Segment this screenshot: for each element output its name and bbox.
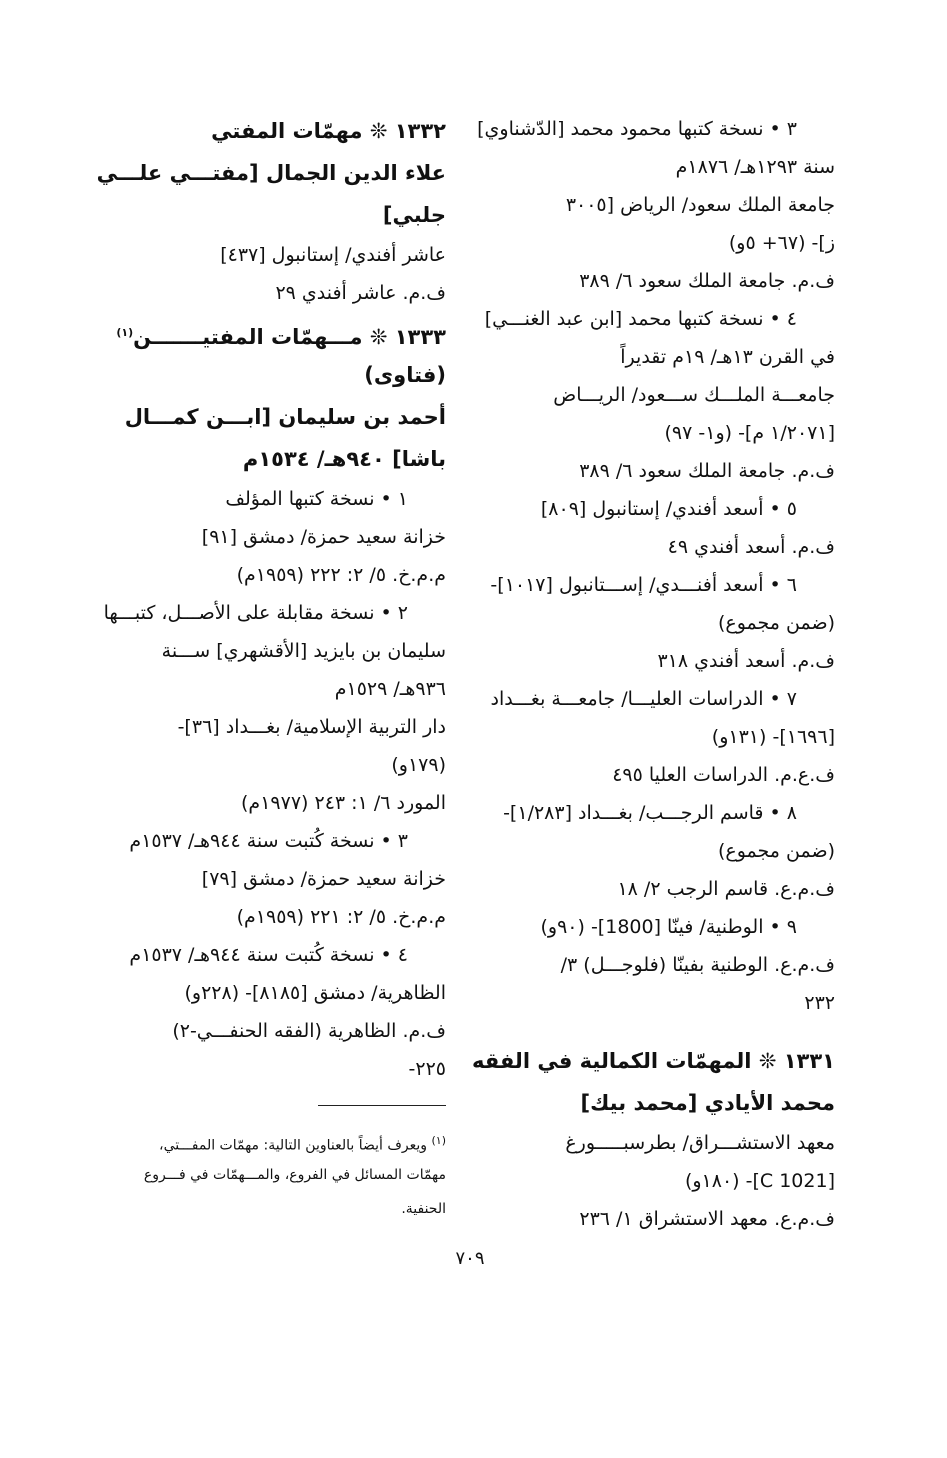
text-line: ٩ • الوطنية/ فينّا [1800]- (٩٠و) bbox=[540, 916, 797, 938]
text-line: ٤ • نسخة كتبها محمد [ابن عبد الغنـــي] bbox=[484, 308, 797, 330]
text-line: ف.م.ع. معهد الاستشراق ١/ ٢٣٦ bbox=[579, 1208, 835, 1230]
page-number: ٧٠٩ bbox=[455, 1248, 485, 1269]
text-line: ف.م. الظاهرية (الفقه الحنفـــي-٢) bbox=[172, 1020, 446, 1042]
text-line: سليمان بن بايزيد [الأقشهري] ســـنة bbox=[161, 640, 446, 662]
text-line: [١٦٩٦]- (١٣١و) bbox=[711, 726, 835, 748]
text-line: [١/٢٠٧١ م]- (و١- ٩٧) bbox=[664, 422, 835, 444]
text-line: ٧ • الدراسات العليـــا/ جامعـــة بغـــداد bbox=[490, 688, 797, 710]
right-column bbox=[471, 110, 835, 1238]
text-line: ف.م.ع. قاسم الرجب ٢/ ١٨ bbox=[617, 878, 835, 900]
text-line: الظاهرية/ دمشق [٨١٨٥]- (٢٢٨و) bbox=[184, 982, 446, 1004]
entry-subtitle-1333: (فتاوى) bbox=[364, 363, 446, 387]
text-line: في القرن ١٣هـ/ ١٩م تقديراً bbox=[620, 346, 835, 368]
text-line: (ضمن مجموع) bbox=[717, 612, 835, 634]
text-line: [C 1021]- (١٨٠و) bbox=[684, 1170, 835, 1192]
text-line: ٣ • نسخة كُتبت سنة ٩٤٤هـ/ ١٥٣٧م bbox=[129, 830, 408, 852]
spacer bbox=[497, 1022, 835, 1040]
text-line: ف.م. عاشر أفندي ٢٩ bbox=[275, 282, 446, 304]
text-line: عاشر أفندي/ إستانبول [٤٣٧] bbox=[220, 244, 446, 266]
text-line: ٢٣٢ bbox=[804, 992, 835, 1014]
text-line: ف.ع.م. الدراسات العليا ٤٩٥ bbox=[612, 764, 835, 786]
text-line: ف.م. جامعة الملك سعود ٦/ ٣٨٩ bbox=[579, 460, 835, 482]
entry-title-1333-text: ١٣٣٣ ❊ مـــهمّات المفتيـــــــن bbox=[133, 325, 446, 349]
text-line: (١٧٩و) bbox=[391, 754, 446, 776]
entry-title-1332: ١٣٣٢ ❊ مهمّات المفتي bbox=[211, 119, 446, 143]
text-line: ٢٢٥- bbox=[408, 1058, 446, 1080]
text-line: (ضمن مجموع) bbox=[717, 840, 835, 862]
footnote bbox=[108, 1124, 446, 1226]
text-line: ف.م. أسعد أفندي ٤٩ bbox=[667, 536, 835, 558]
text-line: ٣ • نسخة كتبها محمود محمد [الدّشناوي] bbox=[477, 118, 797, 140]
entry-title-1331: ١٣٣١ ❊ المهمّات الكمالية في الفقه bbox=[471, 1049, 835, 1073]
text-line: ١ • نسخة كتبها المؤلف bbox=[225, 488, 408, 510]
footnote-line bbox=[108, 1124, 446, 1158]
text-line: دار التربية الإسلامية/ بغـــداد [٣٦]- bbox=[177, 716, 446, 738]
text-line: ٥ • أسعد أفندي/ إستانبول [٨٠٩] bbox=[540, 498, 797, 520]
text-line: خزانة سعيد حمزة/ دمشق [٩١] bbox=[201, 526, 446, 548]
text-line: جامعة الملك سعود/ الرياض [٣٠٠٥ bbox=[565, 194, 835, 216]
footnote-marker: (١) bbox=[431, 1134, 446, 1147]
text-line: ٨ • قاسم الرجـــب/ بغـــداد [١/٢٨٣]- bbox=[503, 802, 797, 824]
entry-author-1333-cont: باشا] ٩٤٠هـ/ ١٥٣٤م bbox=[242, 447, 446, 471]
footnote-line: مهمّات المسائل في الفروع، والمـــهمّات في فـــروع bbox=[143, 1167, 446, 1183]
entry-author-1332: علاء الدين الجمال [مفتـــي علـــي bbox=[96, 161, 446, 185]
text-line: معهد الاستشـــراق/ بطرسبـــــورغ bbox=[565, 1132, 835, 1154]
footnote-text: ويعرف أيضاً بالعناوين التالية: مهمّات المفـــتي، bbox=[159, 1137, 428, 1154]
left-column bbox=[96, 110, 446, 1088]
text-line: م.م.خ. ٥/ ٢: ٢٢١ (١٩٥٩م) bbox=[236, 906, 446, 928]
footnote-divider bbox=[318, 1105, 446, 1106]
text-line: ٢ • نسخة مقابلة على الأصـــل، كتبـــها bbox=[103, 602, 408, 624]
text-line: المورد ٦/ ١: ٢٤٣ (١٩٧٧م) bbox=[241, 792, 446, 814]
text-line: خزانة سعيد حمزة/ دمشق [٧٩] bbox=[201, 868, 446, 890]
text-line: ٦ • أسعد أفنـــدي/ إســـتانبول [١٠١٧]- bbox=[490, 574, 797, 596]
text-line: م.م.خ. ٥/ ٢: ٢٢٢ (١٩٥٩م) bbox=[236, 564, 446, 586]
text-line: ف.م.ع. الوطنية بفينّا (فلوجـــل) ٣/ bbox=[560, 954, 835, 976]
text-line: جامعـــة الملـــك ســـعود/ الريـــاض bbox=[553, 384, 835, 406]
text-line: سنة ١٢٩٣هـ/ ١٨٧٦م bbox=[675, 156, 835, 178]
text-line: ز]- (٦٧+ ٥و) bbox=[728, 232, 835, 254]
text-line: ف.م. أسعد أفندي ٣١٨ bbox=[657, 650, 835, 672]
text-line: ٩٣٦هـ/ ١٥٢٩م bbox=[334, 678, 446, 700]
text-line: ف.م. جامعة الملك سعود ٦/ ٣٨٩ bbox=[579, 270, 835, 292]
entry-author-1332-cont: جلبي] bbox=[382, 203, 446, 227]
entry-author-1333: أحمد بن سليمان [ابـــن كمـــال bbox=[124, 405, 446, 429]
entry-author-1331: محمد الأيادي [محمد بيك] bbox=[580, 1091, 835, 1115]
footnote-ref: (١) bbox=[116, 326, 134, 339]
entry-title-1333 bbox=[108, 312, 446, 354]
footnote-line: الحنفية. bbox=[401, 1201, 446, 1217]
text-line: ٤ • نسخة كُتبت سنة ٩٤٤هـ/ ١٥٣٧م bbox=[129, 944, 408, 966]
